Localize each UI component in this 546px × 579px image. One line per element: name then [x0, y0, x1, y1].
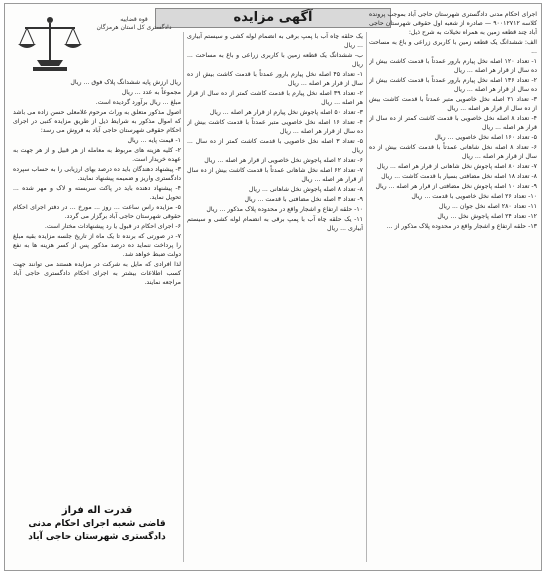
notice-paragraph: ۷- تعداد ۶۲ اصله نخل شاهانی عمدتاً با قدمت کاشت بیش از ده سال از قرار هر اصله ... ریال — [187, 167, 363, 183]
notice-paragraph: اصول مذکور متعلق به وراث مرحوم غلامعلی حسن زاده می باشد که اموال مذکور به شرایط ذیل از طریق مزایده کتبی در اجرای احکام حقوقی شهرستان حاجی آباد به فروش می رسد: — [13, 109, 181, 134]
notice-paragraph: ۱- قیمت پایه ... ریال — [127, 137, 181, 144]
notice-paragraph: ۱۳- حلقه ارتفاع و اشجار واقع در محدوده پلاک مذکور از ... — [386, 223, 537, 230]
signatory-title: قاضی شعبه اجرای احکام مدنی دادگستری شهرستان حاجی آباد — [28, 519, 166, 542]
notice-paragraph: ۱- تعداد ۱۲۰ اصله نخل پیارم بارور عمدتاً با قدمت کاشت بیش از ده سال از قرار هر اصله ... ریال — [369, 58, 537, 74]
notice-paragraph: ۴- تعداد ۸ اصله نخل خاصویی با قدمت کاشت کمتر از ده سال از قرار هر اصله ... ریال — [369, 115, 537, 131]
notice-paragraph: ۶- تعداد ۲ اصله پاجوش نخل خاصویی از قرار هر اصله ... ریال — [204, 157, 363, 164]
judiciary-emblem — [13, 12, 87, 74]
notice-paragraph: ۱۲- تعداد ۲۴ اصله پاجوش نخل ... ریال — [437, 213, 537, 220]
auction-notice — [4, 3, 542, 571]
notice-paragraph: ۸- تعداد ۸ اصله پاجوش نخل شاهانی ... ریال — [248, 186, 363, 193]
notice-paragraph: ۱۱- یک حلقه چاه آب با پمپ برقی به انضمام لوله کشی و سیستم آبیاری ... ریال — [187, 216, 363, 232]
notice-column-right — [369, 10, 537, 564]
notice-paragraph: ۶- اجرای احکام در قبول یا رد پیشنهادات مختار است. — [44, 223, 181, 230]
column-divider — [183, 32, 184, 562]
notice-paragraph: ۵- مزایده راس ساعت ... روز ... مورخ ... در دفتر اجرای احکام حقوقی شهرستان حاجی آباد برگزار می گردد. — [13, 204, 181, 220]
notice-paragraph: ۲- کلیه هزینه های مربوط به معامله از هر قبیل و از هر جهت به عهده خریدار است. — [13, 147, 181, 163]
notice-paragraph: ۳- پیشنهاد دهندگان باید ده درصد بهای ارزیابی را به حساب سپرده دادگستری واریز و ضمیمه پیشنهاد نمایند. — [13, 166, 181, 182]
notice-paragraph: لذا افرادی که مایل به شرکت در مزایده هستند می توانند جهت کسب اطلاعات بیشتر به اجرای احکام دادگستری حاجی آباد مراجعه نمایند. — [13, 261, 181, 286]
notice-paragraph: ۲- تعداد ۳۹ اصله نخل پیارم با قدمت کاشت کمتر از ده سال از قرار هر اصله ... ریال — [187, 90, 363, 106]
notice-paragraph: ۴- تعداد ۱۶ اصله نخل خاصویی متبر عمدتاً با قدمت کاشت بیش از ده سال از قرار هر اصله ... ریال — [187, 119, 363, 135]
notice-paragraph: مبلغ ... ریال برآورد گردیده است. — [95, 99, 181, 106]
notice-paragraph: ۹- تعداد ۳ اصله نخل مضافتی با قدمت ... ریال — [244, 196, 363, 203]
notice-paragraph: ۵- تعداد ۱۶۰ اصله نخل خاصویی ... ریال — [434, 134, 537, 141]
notice-paragraph: الف: ششدانگ یک قطعه زمین با کاربری زراعی و باغ به مساحت ... — [369, 39, 537, 55]
notice-paragraph: ۷- تعداد ۸۰ اصله پاجوش نخل شاهانی از قرار هر اصله ... ریال — [376, 163, 537, 170]
notice-paragraph: ۱- تعداد ۴۵ اصله نخل پیارم بارور عمدتاً با قدمت کاشت بیش از ده سال از قرار هر اصله ... ریال — [187, 71, 363, 87]
notice-paragraph: ۳- تعداد ۲۱ اصله نخل خاصویی متبر عمدتاً با قدمت کاشت بیش از ده سال از قرار هر اصله ... ریال — [369, 96, 537, 112]
notice-paragraph: ریال ارزش پایه ششدانگ پلاک فوق ... ریال — [70, 79, 181, 86]
signatory-name: قدرت اله فراز — [61, 505, 133, 516]
notice-paragraph: ۱۰- تعداد ۲۶ اصله نخل خاصویی با قدمت ... ریال — [411, 193, 537, 200]
notice-paragraph: ۵- تعداد ۳ اصله نخل خاصویی با قدمت کاشت کمتر از ده سال ... ریال — [187, 138, 363, 154]
notice-paragraph: ۷- در صورتی که برنده تا یک ماه از تاریخ جلسه مزایده بقیه مبلغ را پرداخت ننماید ده درصد مذکور پس از کسر هزینه ها به نفع دولت ضبط خواهد شد. — [13, 233, 181, 258]
notice-paragraph: ۸- تعداد ۱۸ اصله نخل مضافتی بسیار با قدمت کاشت ... ریال — [381, 173, 537, 180]
column-divider — [366, 32, 367, 562]
notice-paragraph: ۴- پیشنهاد دهنده باید در پاکت سربسته و لاک و مهر شده ... تحویل نماید. — [13, 185, 181, 201]
notice-paragraph: ب- ششدانگ یک قطعه زمین با کاربری زراعی و باغ به مساحت ... ریال — [187, 52, 363, 68]
notice-paragraph: ۱۱- تعداد ۲۸۰ اصله نخل جوان ... ریال — [438, 203, 537, 210]
notice-paragraph: ۶- تعداد ۸ اصله نخل شاهانی عمدتاً با قدمت کاشت بیش از ده سال از قرار هر اصله ... ریال — [369, 144, 537, 160]
notice-paragraph: مجموعاً به عدد ... ریال — [121, 89, 181, 96]
notice-paragraph: ۳- تعداد ۵۰ اصله پاجوش نخل پیارم از قرار هر اصله ... ریال — [209, 109, 363, 116]
signature-block — [13, 504, 181, 544]
notice-paragraph: ۱۰- حلقه ارتفاع و اشجار واقع در محدوده پلاک مذکور ... ریال — [206, 206, 363, 213]
notice-paragraph: یک حلقه چاه آب با پمپ برقی به انضمام لوله کشی و سیستم آبیاری ... ریال — [187, 33, 363, 49]
notice-paragraph: ۲- تعداد ۱۳۶ اصله نخل پیارم بارور عمدتاً با قدمت کاشت بیش از ده سال از قرار هر اصله ... ریال — [369, 77, 537, 93]
notice-paragraph: ۹- تعداد ۱۰ اصله پاجوش نخل مضافتی از قرار هر اصله ... ریال — [375, 183, 537, 190]
notice-column-left — [13, 78, 181, 498]
notice-paragraph: اجرای احکام مدنی دادگستری شهرستان حاجی آباد بموجب پرونده کلاسه ۹۰۰۱۲۷۱۲ — صادره از شعبه اول حقوقی شهرستان حاجی آباد چند قطعه زمین به همراه نخیلات به شرح ذیل: — [369, 11, 537, 36]
notice-column-middle — [187, 32, 363, 564]
notice-title: آگهی مزایده — [155, 8, 391, 28]
emblem-caption: قوه قضاییه دادگستری کل استان هرمزگان — [96, 16, 172, 31]
